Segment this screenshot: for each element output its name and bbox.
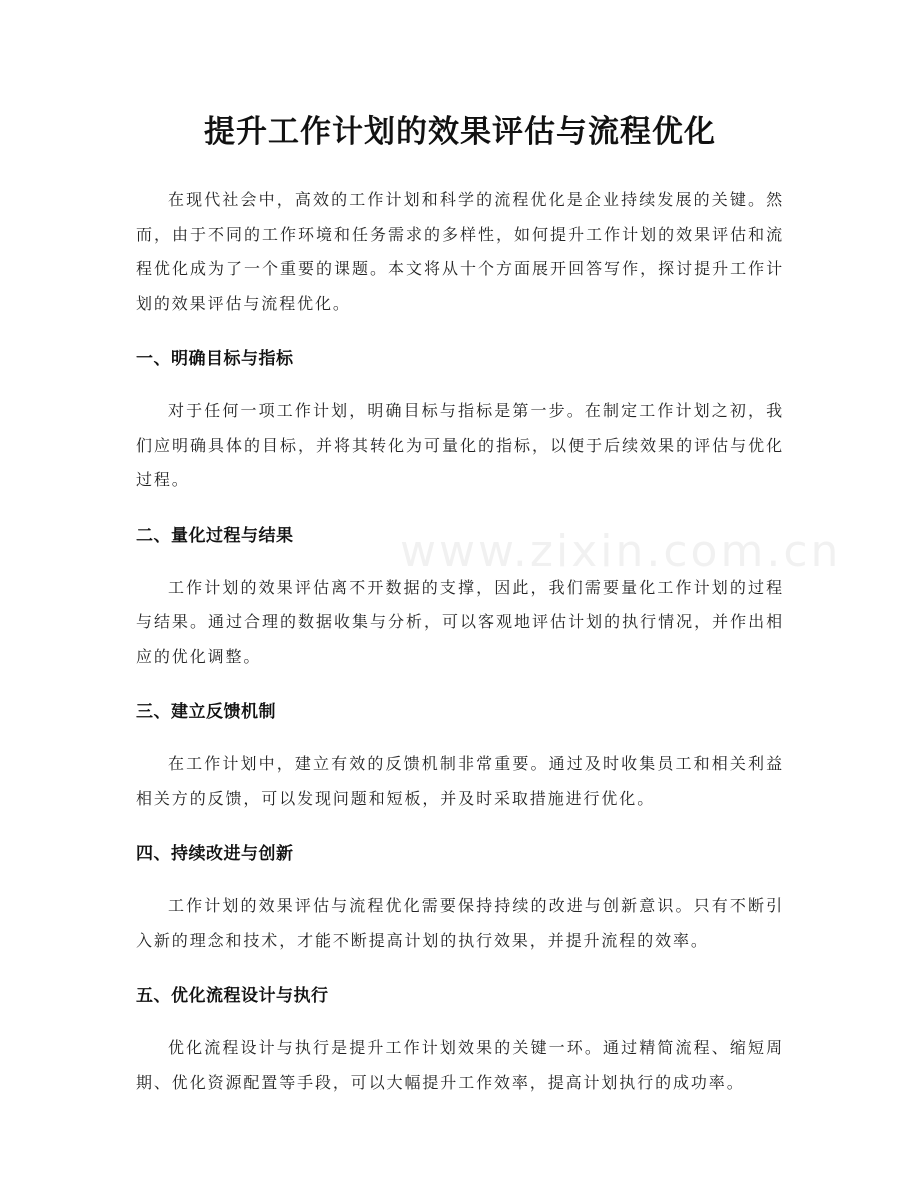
document-title: 提升工作计划的效果评估与流程优化 <box>204 114 716 150</box>
section-heading: 三、建立反馈机制 <box>136 702 276 722</box>
site-watermark: www.zixin.com.cn <box>400 526 842 577</box>
section-heading: 二、量化过程与结果 <box>136 525 294 546</box>
section-4 <box>136 837 784 958</box>
section-2 <box>136 519 784 675</box>
section-5 <box>136 979 784 1100</box>
section-paragraph: 在工作计划中，建立有效的反馈机制非常重要。通过及时收集员工和相关利益相关方的反馈，可以发现问题和短板，并及时采取措施进行优化。 <box>136 754 784 808</box>
section-heading: 五、优化流程设计与执行 <box>136 986 329 1006</box>
section-1 <box>136 342 784 498</box>
section-paragraph: 优化流程设计与执行是提升工作计划效果的关键一环。通过精简流程、缩短周期、优化资源配置等手段，可以大幅提升工作效率，提高计划执行的成功率。 <box>136 1038 784 1092</box>
section-heading: 一、明确目标与指标 <box>136 349 294 369</box>
section-heading: 四、持续改进与创新 <box>136 844 294 864</box>
document-body <box>136 183 784 1121</box>
section-paragraph: 对于任何一项工作计划，明确目标与指标是第一步。在制定工作计划之初，我们应明确具体的目标，并将其转化为可量化的指标，以便于后续效果的评估与优化过程。 <box>136 401 784 489</box>
intro-paragraph: 在现代社会中，高效的工作计划和科学的流程优化是企业持续发展的关键。然而，由于不同的工作环境和任务需求的多样性，如何提升工作计划的效果评估和流程优化成为了一个重要的课题。本文将从十个方面展开回答写作，探讨提升工作计划的效果评估与流程优化。 <box>136 190 784 313</box>
section-paragraph: 工作计划的效果评估离不开数据的支撑，因此，我们需要量化工作计划的过程与结果。通过合理的数据收集与分析，可以客观地评估计划的执行情况，并作出相应的优化调整。 <box>136 577 784 666</box>
section-paragraph: 工作计划的效果评估与流程优化需要保持持续的改进与创新意识。只有不断引入新的理念和技术，才能不断提高计划的执行效果，并提升流程的效率。 <box>136 896 784 950</box>
section-3 <box>136 695 784 816</box>
